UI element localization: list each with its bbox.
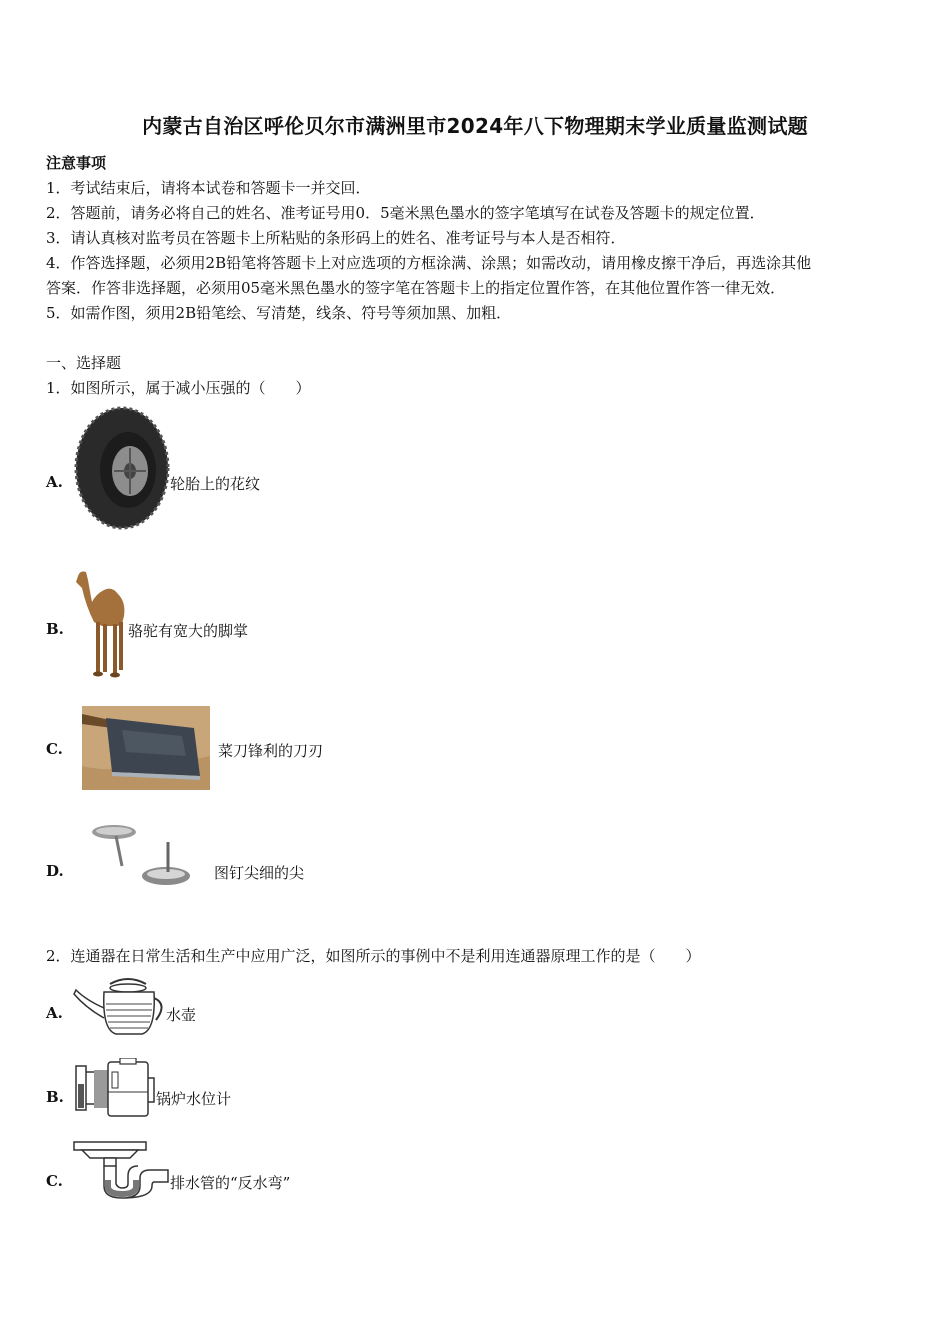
q2-option-a-letter[interactable]: A. (46, 1004, 63, 1022)
q1-option-a-text: 轮胎上的花纹 (170, 475, 261, 493)
question-1-stem: 1．如图所示，属于减小压强的（ ） (46, 379, 311, 397)
notes-item: 1．考试结束后，请将本试卷和答题卡一并交回． (46, 179, 371, 197)
q1-option-d-text: 图钉尖细的尖 (214, 864, 305, 882)
q1-option-d-letter[interactable]: D. (46, 862, 64, 880)
drain-trap-icon (72, 1140, 170, 1200)
q1-option-a-letter[interactable]: A. (46, 473, 63, 491)
notes-item: 5．如需作图，须用2B铅笔绘、写清楚，线条、符号等须加黑、加粗． (46, 304, 512, 322)
page-title: 内蒙古自治区呼伦贝尔市满洲里市2024年八下物理期末学业质量监测试题 (142, 114, 808, 138)
section-heading: 一、选择题 (46, 354, 122, 372)
q2-option-b-text: 锅炉水位计 (156, 1090, 232, 1108)
kettle-icon (72, 974, 168, 1038)
q1-option-b-text: 骆驼有宽大的脚掌 (128, 622, 249, 640)
q2-option-a-text: 水壶 (166, 1006, 197, 1024)
q2-option-c-letter[interactable]: C. (46, 1172, 63, 1190)
notes-heading: 注意事项 (46, 154, 107, 172)
boiler-gauge-icon (72, 1058, 158, 1118)
question-2-stem: 2．连通器在日常生活和生产中应用广泛，如图所示的事例中不是利用连通器原理工作的是（ ） (46, 947, 701, 965)
q1-option-c-text: 菜刀锋利的刀刃 (218, 742, 324, 760)
q1-option-b-letter[interactable]: B. (46, 620, 64, 638)
q1-option-c-letter[interactable]: C. (46, 740, 63, 758)
tire-icon (74, 406, 170, 530)
q2-option-b-letter[interactable]: B. (46, 1088, 64, 1106)
thumbtack-icon (88, 822, 198, 890)
q2-option-c-text: 排水管的“反水弯” (170, 1174, 291, 1192)
notes-item: 2．答题前，请务必将自己的姓名、准考证号用0．5毫米黑色墨水的签字笔填写在试卷及答题卡的规定位置． (46, 204, 765, 222)
notes-item: 3．请认真核对监考员在答题卡上所粘贴的条形码上的姓名、准考证号与本人是否相符． (46, 229, 626, 247)
cleaver-icon (82, 706, 210, 790)
notes-item: 4．作答选择题，必须用2B铅笔将答题卡上对应选项的方框涂满、涂黑；如需改动，请用橡皮擦干净后，再选涂其他 (46, 254, 812, 272)
notes-item: 答案．作答非选择题，必须用05毫米黑色墨水的签字笔在答题卡上的指定位置作答，在其他位置作答一律无效． (46, 279, 786, 297)
camel-icon (72, 566, 128, 680)
